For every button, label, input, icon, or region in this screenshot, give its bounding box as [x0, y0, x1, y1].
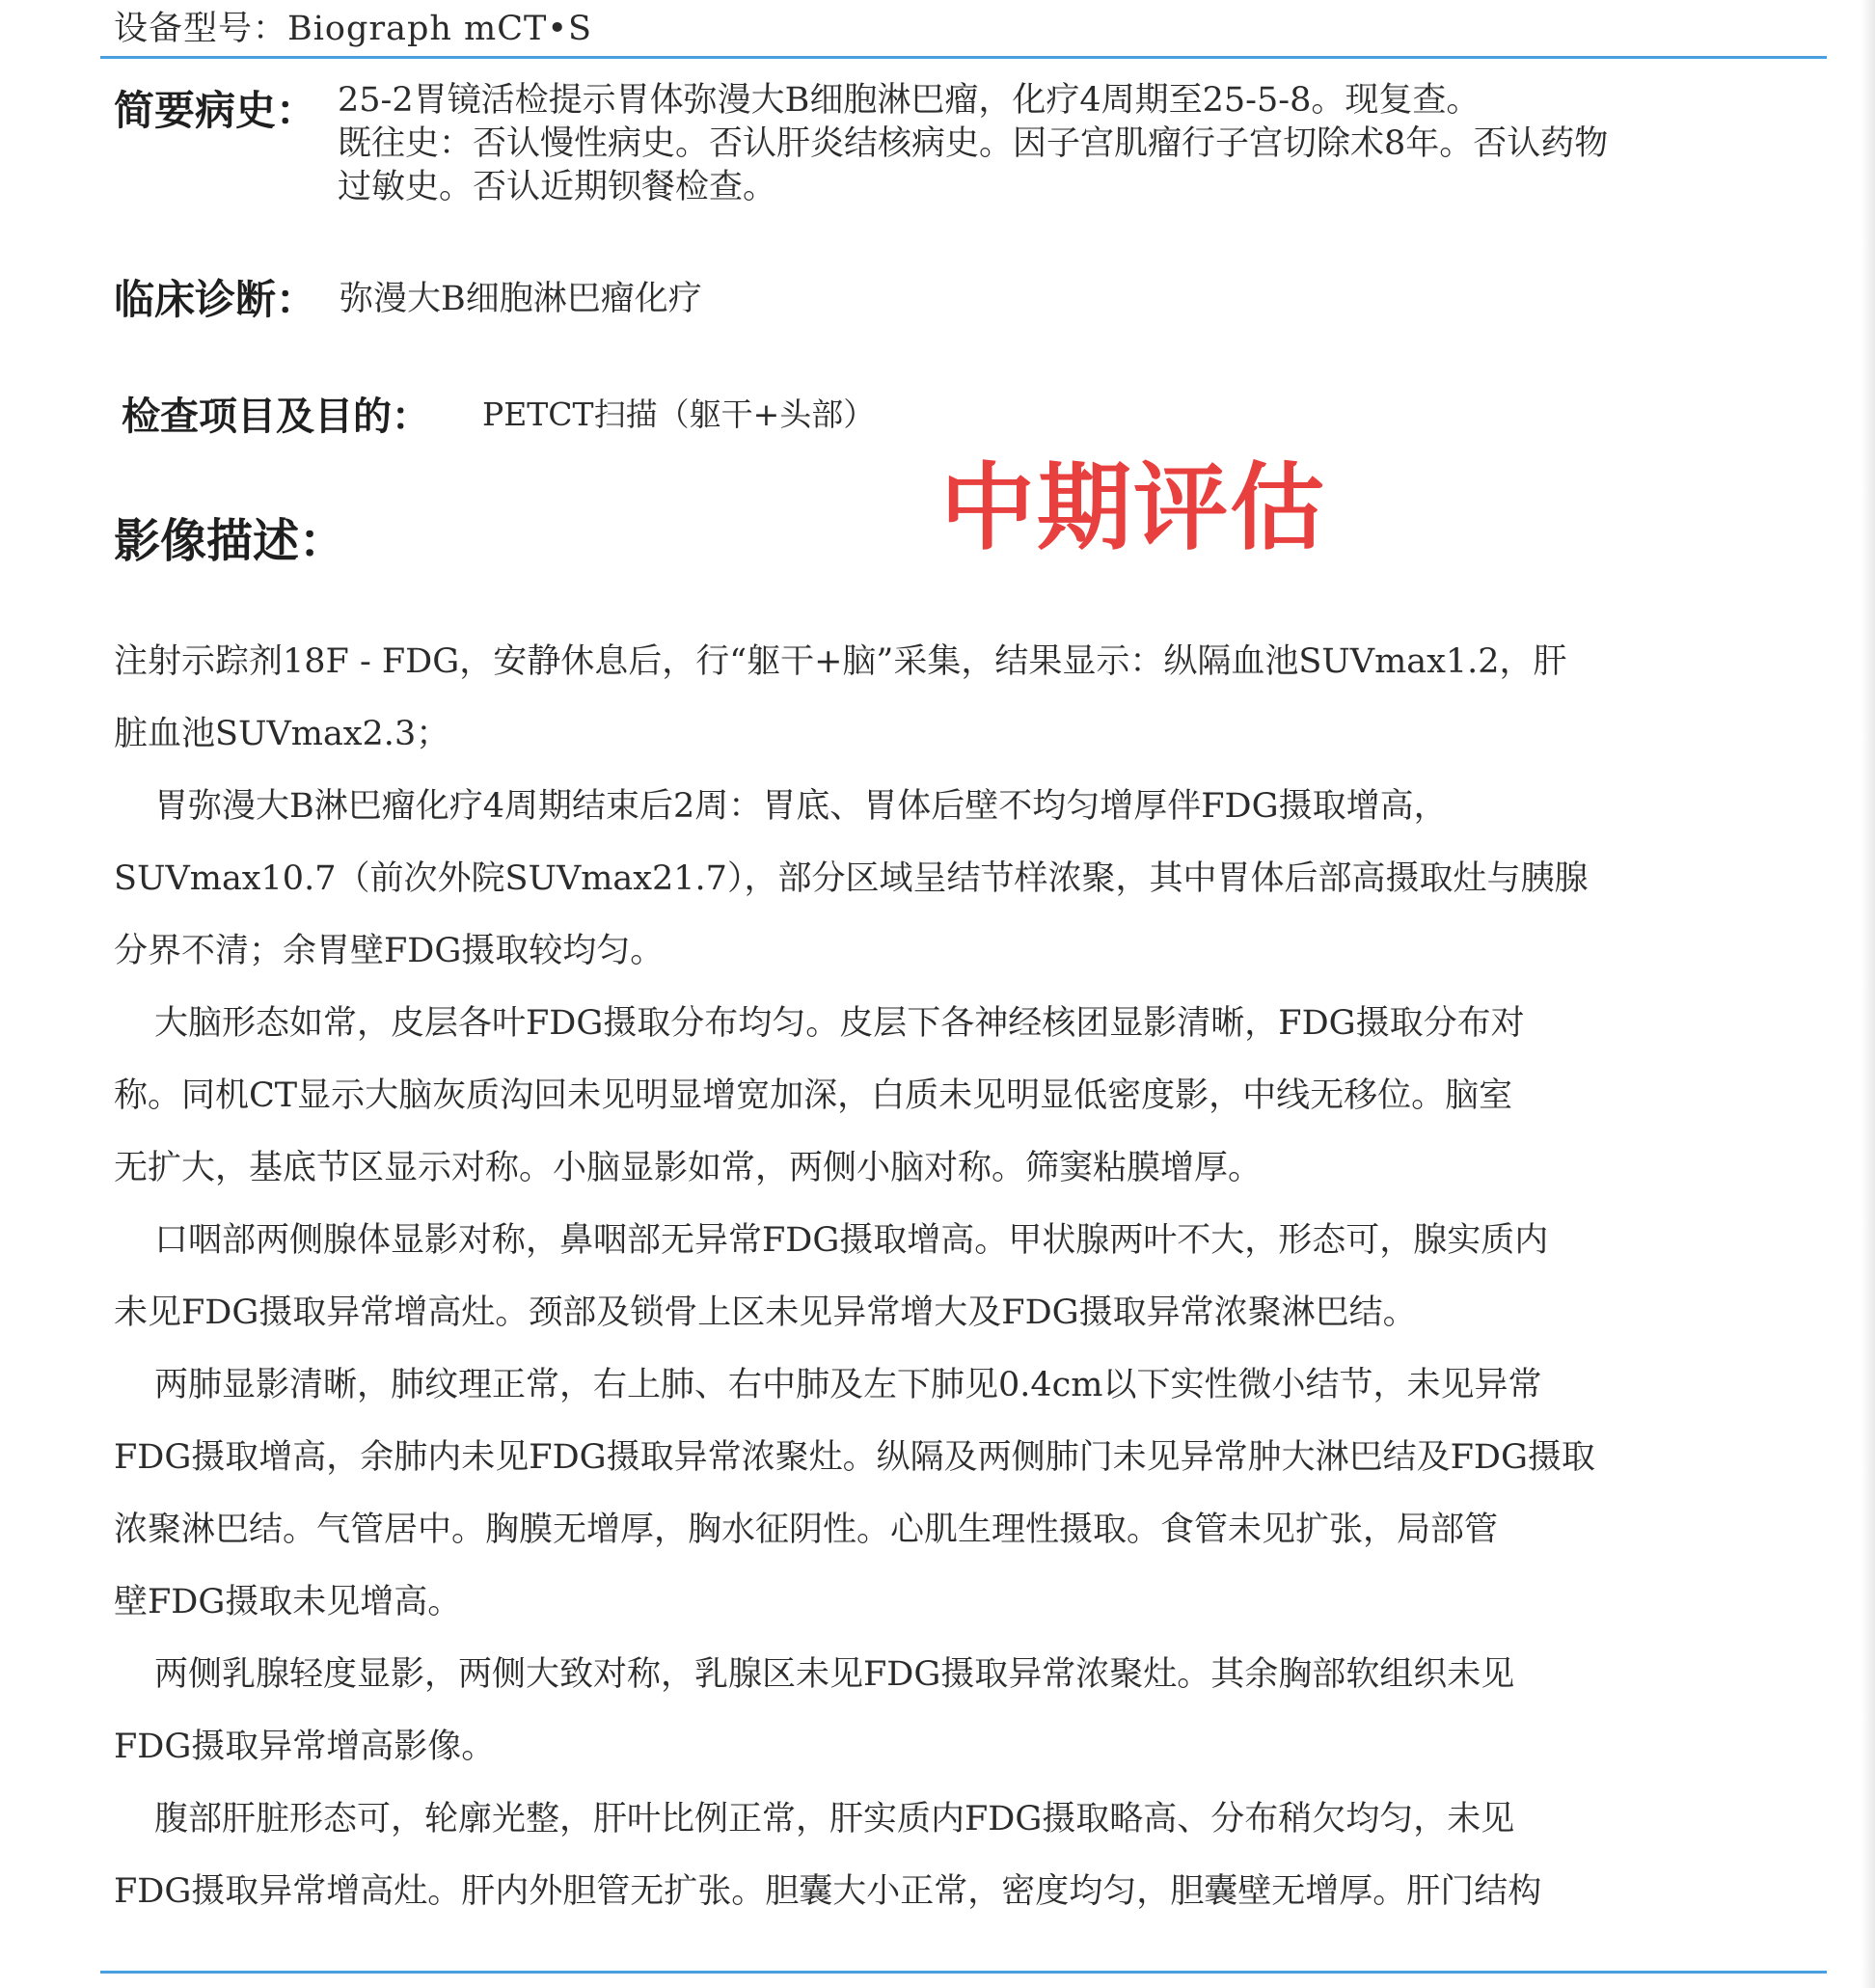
imaging-line: 壁FDG摄取未见增高。: [114, 1583, 462, 1621]
imaging-line: 腹部肝脏形态可，轮廓光整，肝叶比例正常，肝实质内FDG摄取略高、分布稍欠均匀，未见: [154, 1800, 1515, 1838]
imaging-line: FDG摄取异常增高影像。: [114, 1728, 496, 1766]
header-divider: [100, 56, 1827, 59]
history-label: 简要病史：: [114, 87, 317, 134]
imaging-line: 分界不清；余胃壁FDG摄取较均匀。: [114, 932, 665, 970]
page-edge-shadow: [1861, 0, 1875, 1988]
imaging-line: FDG摄取异常增高灶。肝内外胆管无扩张。胆囊大小正常，密度均匀，胆囊壁无增厚。肝门结构: [114, 1872, 1542, 1911]
imaging-line: 两侧乳腺轻度显影，两侧大致对称，乳腺区未见FDG摄取异常浓聚灶。其余胸部软组织未见: [154, 1655, 1515, 1694]
imaging-line: SUVmax10.7（前次外院SUVmax21.7），部分区域呈结节样浓聚，其中胃体后部高摄取灶与胰腺: [114, 859, 1589, 898]
diagnosis-label: 临床诊断：: [114, 276, 317, 323]
imaging-line: FDG摄取增高，余肺内未见FDG摄取异常浓聚灶。纵隔及两侧肺门未见异常肿大淋巴结及FDG摄取: [114, 1438, 1595, 1477]
imaging-line: 浓聚淋巴结。气管居中。胸膜无增厚，胸水征阴性。心肌生理性摄取。食管未见扩张，局部管: [114, 1511, 1499, 1549]
imaging-line: 注射示踪剂18F - FDG，安静休息后，行“躯干+脑”采集，结果显示：纵隔血池SUVmax1.2，肝: [114, 642, 1567, 681]
imaging-line: 未见FDG摄取异常增高灶。颈部及锁骨上区未见异常增大及FDG摄取异常浓聚淋巴结。: [114, 1294, 1417, 1332]
interim-assessment-stamp: 中期评估: [940, 453, 1327, 563]
imaging-line: 两肺显影清晰，肺纹理正常，右上肺、右中肺及左下肺见0.4cm以下实性微小结节，未见异常: [154, 1366, 1542, 1404]
imaging-line: 无扩大，基底节区显示对称。小脑显影如常，两侧小脑对称。筛窦粘膜增厚。: [114, 1149, 1263, 1187]
history-line: 过敏史。否认近期钡餐检查。: [338, 168, 777, 206]
imaging-line: 胃弥漫大B淋巴瘤化疗4周期结束后2周：胃底、胃体后壁不均匀增厚伴FDG摄取增高，: [154, 787, 1448, 826]
imaging-label: 影像描述：: [114, 514, 346, 568]
imaging-description: [114, 626, 1773, 1928]
equipment-model: 设备型号：Biograph mCT•S: [114, 10, 592, 48]
imaging-line: 称。同机CT显示大脑灰质沟回未见明显增宽加深，白质未见明显低密度影，中线无移位。脑室: [114, 1076, 1513, 1115]
history-line: 既往史：否认慢性病史。否认肝炎结核病史。因子宫肌瘤行子宫切除术8年。否认药物: [338, 124, 1609, 163]
exam-label: 检查项目及目的：: [122, 395, 430, 439]
diagnosis-value: 弥漫大B细胞淋巴瘤化疗: [340, 280, 702, 318]
history-text: [338, 79, 1608, 209]
imaging-line: 脏血池SUVmax2.3；: [114, 715, 450, 753]
footer-divider: [100, 1971, 1827, 1974]
imaging-line: 口咽部两侧腺体显影对称，鼻咽部无异常FDG摄取增高。甲状腺两叶不大，形态可，腺实质内: [154, 1221, 1549, 1260]
exam-value: PETCT扫描（躯干+头部）: [482, 395, 876, 433]
imaging-line: 大脑形态如常，皮层各叶FDG摄取分布均匀。皮层下各神经核团显影清晰，FDG摄取分布对: [154, 1004, 1525, 1043]
history-line: 25-2胃镜活检提示胃体弥漫大B细胞淋巴瘤，化疗4周期至25-5-8。现复查。: [338, 81, 1481, 120]
